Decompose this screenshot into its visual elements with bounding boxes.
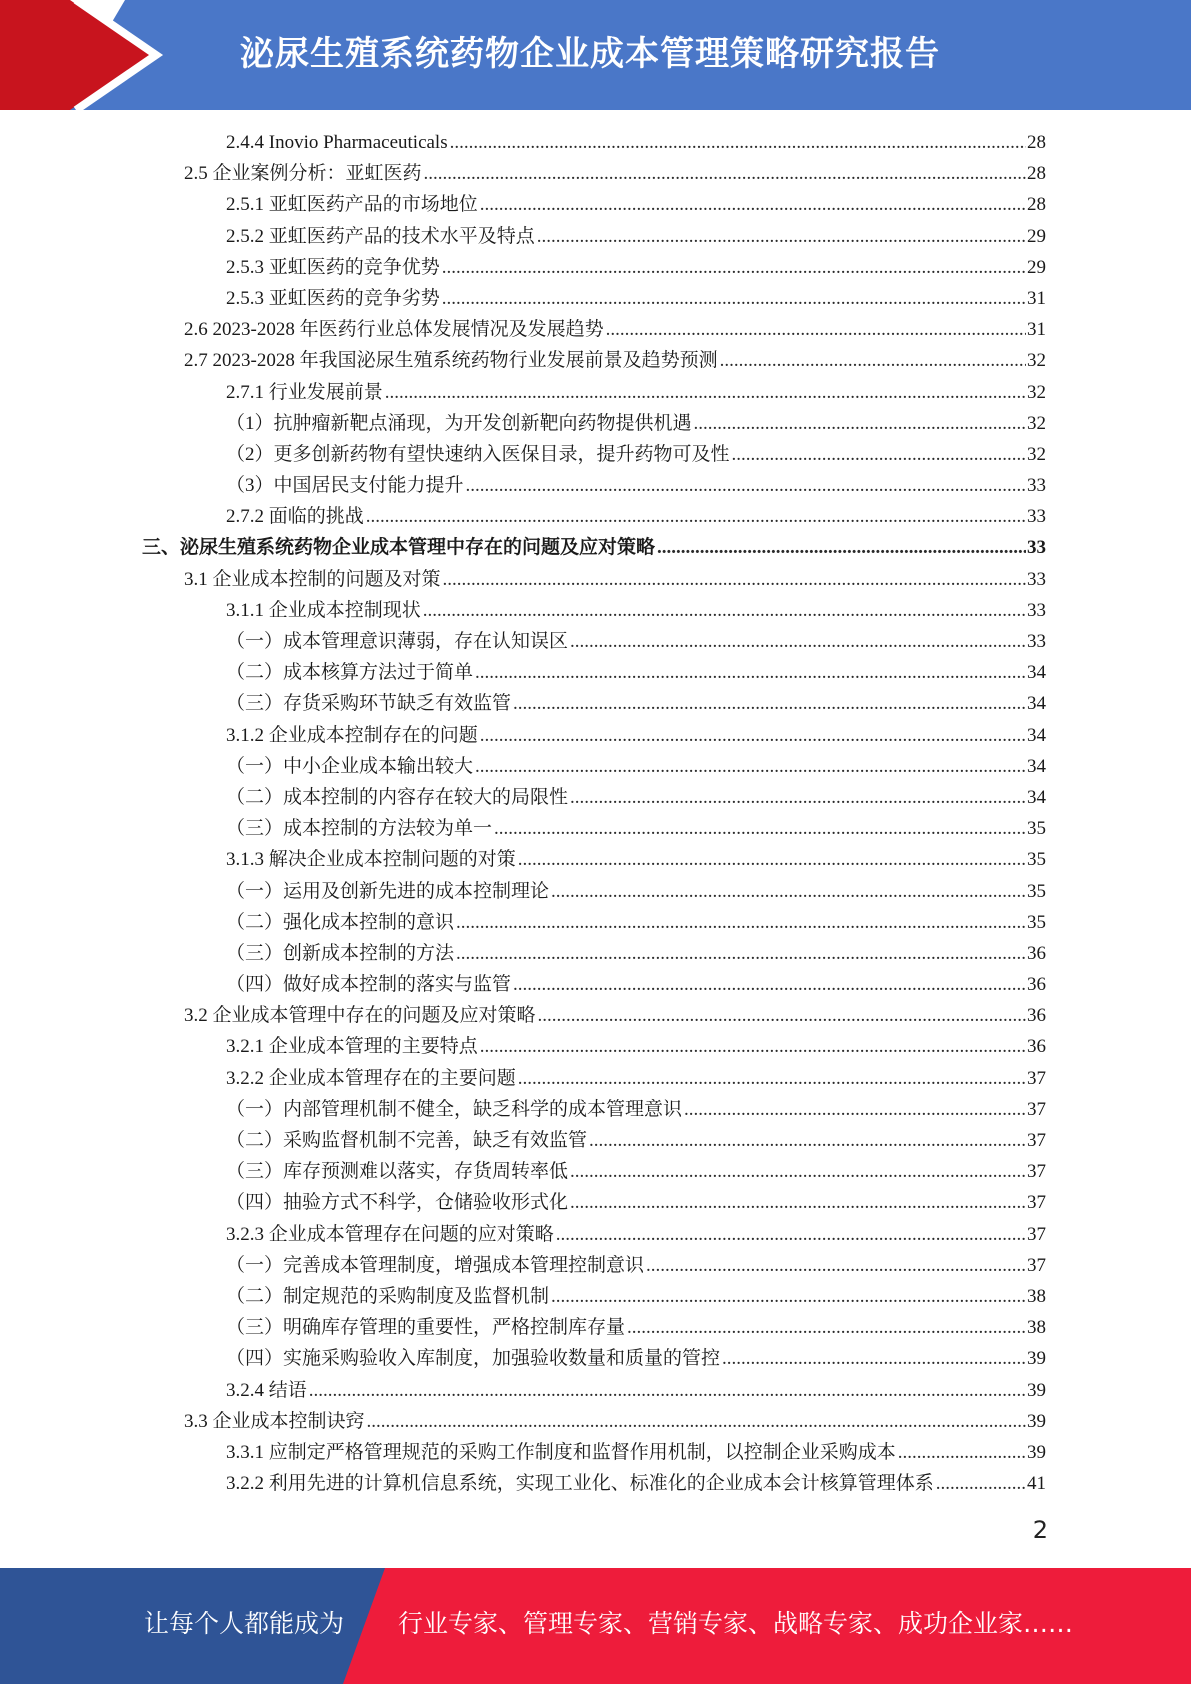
toc-entry[interactable] bbox=[226, 844, 1046, 875]
toc-entry[interactable] bbox=[226, 1343, 1046, 1374]
toc-entry-page: 28 bbox=[1027, 163, 1046, 185]
toc-entry-page: 34 bbox=[1027, 693, 1046, 715]
toc-dot-leader bbox=[657, 532, 1026, 563]
toc-entry-title: 2.5.3 亚虹医药的竞争劣势 bbox=[226, 287, 440, 309]
toc-entry-page: 39 bbox=[1027, 1379, 1046, 1401]
toc-dot-leader bbox=[450, 127, 1026, 158]
header-red-arrow bbox=[0, 0, 150, 110]
toc-entry[interactable] bbox=[226, 252, 1046, 283]
toc-entry[interactable] bbox=[184, 1000, 1046, 1031]
toc-entry-title: 3.2 企业成本管理中存在的问题及应对策略 bbox=[184, 1005, 536, 1027]
toc-dot-leader bbox=[424, 158, 1026, 189]
toc-entry[interactable] bbox=[226, 1312, 1046, 1343]
toc-entry-page: 29 bbox=[1027, 256, 1046, 278]
toc-entry-title: （一）成本管理意识薄弱，存在认知误区 bbox=[226, 631, 569, 652]
toc-entry-title: （四）实施采购验收入库制度，加强验收数量和质量的管控 bbox=[226, 1348, 721, 1370]
toc-dot-leader bbox=[466, 470, 1026, 501]
toc-entry-title: 三、泌尿生殖系统药物企业成本管理中存在的问题及应对策略 bbox=[142, 537, 656, 559]
toc-dot-leader bbox=[442, 283, 1026, 314]
toc-entry-page: 36 bbox=[1027, 1005, 1046, 1027]
toc-entry[interactable] bbox=[226, 657, 1046, 688]
toc-entry-title: （二）成本控制的内容存在较大的局限性 bbox=[226, 786, 569, 808]
toc-dot-leader bbox=[513, 688, 1026, 719]
toc-entry-title: 2.7.1 行业发展前景 bbox=[226, 381, 383, 403]
toc-entry[interactable] bbox=[226, 782, 1046, 813]
toc-entry-title: （一）中小企业成本输出较大 bbox=[226, 755, 474, 777]
toc-entry-title: （四）抽验方式不科学，仓储验收形式化 bbox=[226, 1192, 569, 1214]
toc-entry-page: 32 bbox=[1027, 381, 1046, 403]
toc-entry-page: 32 bbox=[1027, 350, 1046, 372]
toc-entry[interactable] bbox=[226, 1125, 1046, 1156]
toc-entry-title: （二）强化成本控制的意识 bbox=[226, 911, 455, 933]
toc-entry-title: （二）成本核算方法过于简单 bbox=[226, 662, 474, 684]
toc-entry[interactable] bbox=[226, 1437, 1046, 1468]
toc-entry[interactable] bbox=[226, 626, 1046, 657]
toc-entry-page: 33 bbox=[1027, 537, 1046, 559]
toc-entry-page: 33 bbox=[1027, 631, 1046, 652]
toc-entry-title: （一）内部管理机制不健全，缺乏科学的成本管理意识 bbox=[226, 1098, 683, 1120]
toc-dot-leader bbox=[475, 751, 1026, 782]
toc-entry-title: （三）明确库存管理的重要性，严格控制库存量 bbox=[226, 1317, 626, 1339]
toc-entry-page: 35 bbox=[1027, 849, 1046, 871]
toc-entry-title: 2.5.1 亚虹医药产品的市场地位 bbox=[226, 194, 478, 216]
footer-slogan-right: 行业专家、管理专家、营销专家、战略专家、成功企业家…… bbox=[398, 1609, 1074, 1638]
toc-entry-title: 2.7.2 面临的挑战 bbox=[226, 506, 364, 528]
toc-entry[interactable] bbox=[226, 1094, 1046, 1125]
toc-dot-leader bbox=[556, 1219, 1026, 1250]
toc-dot-leader bbox=[589, 1125, 1026, 1156]
table-of-contents bbox=[0, 127, 1191, 1499]
toc-entry[interactable] bbox=[226, 907, 1046, 938]
toc-entry[interactable] bbox=[184, 314, 1046, 345]
toc-dot-leader bbox=[722, 1343, 1026, 1374]
toc-entry-page: 29 bbox=[1027, 225, 1046, 247]
toc-dot-leader bbox=[367, 1406, 1026, 1437]
toc-entry-page: 33 bbox=[1027, 568, 1046, 590]
toc-entry-page: 34 bbox=[1027, 662, 1046, 684]
toc-entry-title: （3）中国居民支付能力提升 bbox=[226, 475, 464, 497]
toc-entry[interactable] bbox=[226, 1281, 1046, 1312]
toc-dot-leader bbox=[936, 1468, 1026, 1499]
toc-dot-leader bbox=[480, 1031, 1026, 1062]
page-number: 2 bbox=[1032, 1516, 1048, 1544]
toc-dot-leader bbox=[309, 1375, 1026, 1406]
toc-dot-leader bbox=[456, 907, 1026, 938]
toc-entry-page: 37 bbox=[1027, 1254, 1046, 1276]
toc-dot-leader bbox=[570, 626, 1026, 657]
toc-entry-title: 3.2.4 结语 bbox=[226, 1379, 307, 1401]
toc-entry-title: 2.5 企业案例分析：亚虹医药 bbox=[184, 163, 422, 185]
toc-entry-page: 35 bbox=[1027, 880, 1046, 902]
toc-entry[interactable] bbox=[226, 1219, 1046, 1250]
toc-entry[interactable] bbox=[226, 1375, 1046, 1406]
toc-dot-leader bbox=[694, 408, 1026, 439]
toc-entry-title: 2.5.2 亚虹医药产品的技术水平及特点 bbox=[226, 225, 535, 247]
toc-entry-title: 3.1 企业成本控制的问题及对策 bbox=[184, 568, 441, 590]
toc-entry-page: 38 bbox=[1027, 1317, 1046, 1339]
toc-entry[interactable] bbox=[226, 813, 1046, 844]
toc-dot-leader bbox=[423, 595, 1026, 626]
toc-entry-title: 3.2.2 企业成本管理存在的主要问题 bbox=[226, 1067, 516, 1089]
toc-entry-page: 33 bbox=[1027, 599, 1046, 621]
toc-entry-page: 32 bbox=[1027, 412, 1046, 434]
toc-entry-title: 2.7 2023-2028 年我国泌尿生殖系统药物行业发展前景及趋势预测 bbox=[184, 350, 718, 372]
toc-entry-page: 35 bbox=[1027, 911, 1046, 933]
toc-entry-title: 2.5.3 亚虹医药的竞争优势 bbox=[226, 256, 440, 278]
toc-entry-title: 2.4.4 Inovio Pharmaceuticals bbox=[226, 132, 448, 153]
toc-entry-page: 31 bbox=[1027, 287, 1046, 309]
toc-entry[interactable] bbox=[226, 1063, 1046, 1094]
toc-entry-title: （一）完善成本管理制度，增强成本管理控制意识 bbox=[226, 1254, 645, 1276]
toc-entry-page: 41 bbox=[1027, 1473, 1046, 1495]
toc-entry-page: 35 bbox=[1027, 818, 1046, 840]
toc-dot-leader bbox=[518, 1063, 1026, 1094]
toc-entry-page: 33 bbox=[1027, 475, 1046, 497]
toc-entry-title: 3.2.1 企业成本管理的主要特点 bbox=[226, 1036, 478, 1058]
toc-dot-leader bbox=[551, 1281, 1026, 1312]
toc-entry[interactable] bbox=[226, 501, 1046, 532]
page-header bbox=[0, 0, 1191, 110]
toc-entry[interactable] bbox=[226, 283, 1046, 314]
toc-entry-title: （四）做好成本控制的落实与监管 bbox=[226, 974, 512, 996]
toc-entry-page: 39 bbox=[1027, 1441, 1046, 1463]
toc-dot-leader bbox=[606, 314, 1026, 345]
toc-entry-page: 34 bbox=[1027, 755, 1046, 777]
toc-entry-title: 3.1.1 企业成本控制现状 bbox=[226, 599, 421, 621]
toc-entry-title: 3.1.2 企业成本控制存在的问题 bbox=[226, 724, 478, 746]
toc-entry-page: 33 bbox=[1027, 506, 1046, 528]
toc-dot-leader bbox=[456, 938, 1026, 969]
toc-entry-page: 37 bbox=[1027, 1161, 1046, 1183]
toc-entry[interactable] bbox=[226, 1031, 1046, 1062]
toc-dot-leader bbox=[366, 501, 1026, 532]
toc-dot-leader bbox=[538, 1000, 1026, 1031]
toc-dot-leader bbox=[732, 439, 1026, 470]
toc-entry[interactable] bbox=[226, 470, 1046, 501]
toc-entry[interactable] bbox=[226, 439, 1046, 470]
toc-entry-page: 37 bbox=[1027, 1098, 1046, 1120]
toc-dot-leader bbox=[684, 1094, 1026, 1125]
toc-entry-title: （2）更多创新药物有望快速纳入医保目录，提升药物可及性 bbox=[226, 443, 730, 465]
toc-entry[interactable] bbox=[184, 1406, 1046, 1437]
toc-entry[interactable] bbox=[184, 345, 1046, 376]
toc-entry-page: 37 bbox=[1027, 1130, 1046, 1151]
toc-entry-title: （三）存货采购环节缺乏有效监管 bbox=[226, 693, 512, 715]
toc-dot-leader bbox=[518, 844, 1026, 875]
toc-entry[interactable] bbox=[226, 876, 1046, 907]
toc-entry-title: 3.3 企业成本控制诀窍 bbox=[184, 1410, 365, 1432]
toc-dot-leader bbox=[627, 1312, 1026, 1343]
toc-entry-page: 39 bbox=[1027, 1348, 1046, 1370]
toc-entry[interactable] bbox=[226, 127, 1046, 158]
toc-entry[interactable] bbox=[226, 189, 1046, 220]
toc-entry-page: 36 bbox=[1027, 1036, 1046, 1058]
toc-dot-leader bbox=[570, 1156, 1026, 1187]
toc-entry[interactable] bbox=[184, 564, 1046, 595]
toc-entry-page: 31 bbox=[1027, 319, 1046, 341]
toc-entry-title: 2.6 2023-2028 年医药行业总体发展情况及发展趋势 bbox=[184, 319, 604, 341]
toc-dot-leader bbox=[537, 221, 1026, 252]
toc-entry-title: （二）采购监督机制不完善，缺乏有效监管 bbox=[226, 1130, 588, 1151]
toc-entry[interactable] bbox=[184, 158, 1046, 189]
toc-dot-leader bbox=[898, 1437, 1026, 1468]
footer-slogan-left: 让每个人都能成为 bbox=[144, 1609, 345, 1638]
toc-entry-page: 39 bbox=[1027, 1410, 1046, 1432]
toc-entry[interactable] bbox=[226, 938, 1046, 969]
toc-entry-page: 34 bbox=[1027, 724, 1046, 746]
toc-dot-leader bbox=[646, 1250, 1026, 1281]
toc-entry-title: （1）抗肿瘤新靶点涌现，为开发创新靶向药物提供机遇 bbox=[226, 412, 692, 434]
toc-dot-leader bbox=[442, 252, 1026, 283]
toc-entry-page: 36 bbox=[1027, 974, 1046, 996]
report-title: 泌尿生殖系统药物企业成本管理策略研究报告 bbox=[240, 34, 940, 74]
toc-entry-page: 37 bbox=[1027, 1067, 1046, 1089]
toc-dot-leader bbox=[480, 189, 1026, 220]
toc-entry[interactable] bbox=[226, 688, 1046, 719]
toc-entry-title: （一）运用及创新先进的成本控制理论 bbox=[226, 880, 550, 902]
toc-entry-title: （二）制定规范的采购制度及监督机制 bbox=[226, 1285, 550, 1307]
toc-entry[interactable] bbox=[226, 377, 1046, 408]
toc-entry-page: 28 bbox=[1027, 132, 1046, 153]
toc-entry-title: （三）创新成本控制的方法 bbox=[226, 942, 455, 964]
toc-entry-page: 38 bbox=[1027, 1285, 1046, 1307]
toc-entry-title: 3.3.1 应制定严格管理规范的采购工作制度和监督作用机制，以控制企业采购成本 bbox=[226, 1441, 896, 1463]
toc-entry-title: （三）库存预测难以落实，存货周转率低 bbox=[226, 1161, 569, 1183]
toc-entry[interactable] bbox=[226, 1468, 1046, 1499]
toc-entry[interactable] bbox=[226, 1156, 1046, 1187]
toc-entry-title: （三）成本控制的方法较为单一 bbox=[226, 818, 493, 840]
toc-entry[interactable] bbox=[226, 720, 1046, 751]
toc-dot-leader bbox=[494, 813, 1026, 844]
toc-entry-page: 37 bbox=[1027, 1192, 1046, 1214]
toc-entry-page: 32 bbox=[1027, 443, 1046, 465]
toc-dot-leader bbox=[513, 969, 1026, 1000]
toc-dot-leader bbox=[720, 345, 1026, 376]
toc-entry[interactable] bbox=[226, 1250, 1046, 1281]
toc-dot-leader bbox=[475, 657, 1026, 688]
toc-entry-title: 3.2.2 利用先进的计算机信息系统，实现工业化、标准化的企业成本会计核算管理体系 bbox=[226, 1473, 934, 1495]
toc-entry-page: 36 bbox=[1027, 942, 1046, 964]
toc-dot-leader bbox=[443, 564, 1026, 595]
toc-entry-title: 3.2.3 企业成本管理存在问题的应对策略 bbox=[226, 1223, 554, 1245]
toc-entry-page: 37 bbox=[1027, 1223, 1046, 1245]
toc-dot-leader bbox=[570, 1187, 1026, 1218]
toc-entry-page: 34 bbox=[1027, 786, 1046, 808]
toc-dot-leader bbox=[551, 876, 1026, 907]
toc-dot-leader bbox=[385, 377, 1026, 408]
toc-entry[interactable] bbox=[226, 408, 1046, 439]
toc-dot-leader bbox=[480, 720, 1026, 751]
toc-entry[interactable] bbox=[226, 595, 1046, 626]
toc-entry[interactable] bbox=[142, 532, 1046, 563]
toc-entry[interactable] bbox=[226, 1187, 1046, 1218]
toc-entry-title: 3.1.3 解决企业成本控制问题的对策 bbox=[226, 849, 516, 871]
toc-entry-page: 28 bbox=[1027, 194, 1046, 216]
toc-dot-leader bbox=[570, 782, 1026, 813]
toc-entry[interactable] bbox=[226, 751, 1046, 782]
page-footer bbox=[0, 1568, 1191, 1684]
toc-entry[interactable] bbox=[226, 969, 1046, 1000]
toc-entry[interactable] bbox=[226, 221, 1046, 252]
